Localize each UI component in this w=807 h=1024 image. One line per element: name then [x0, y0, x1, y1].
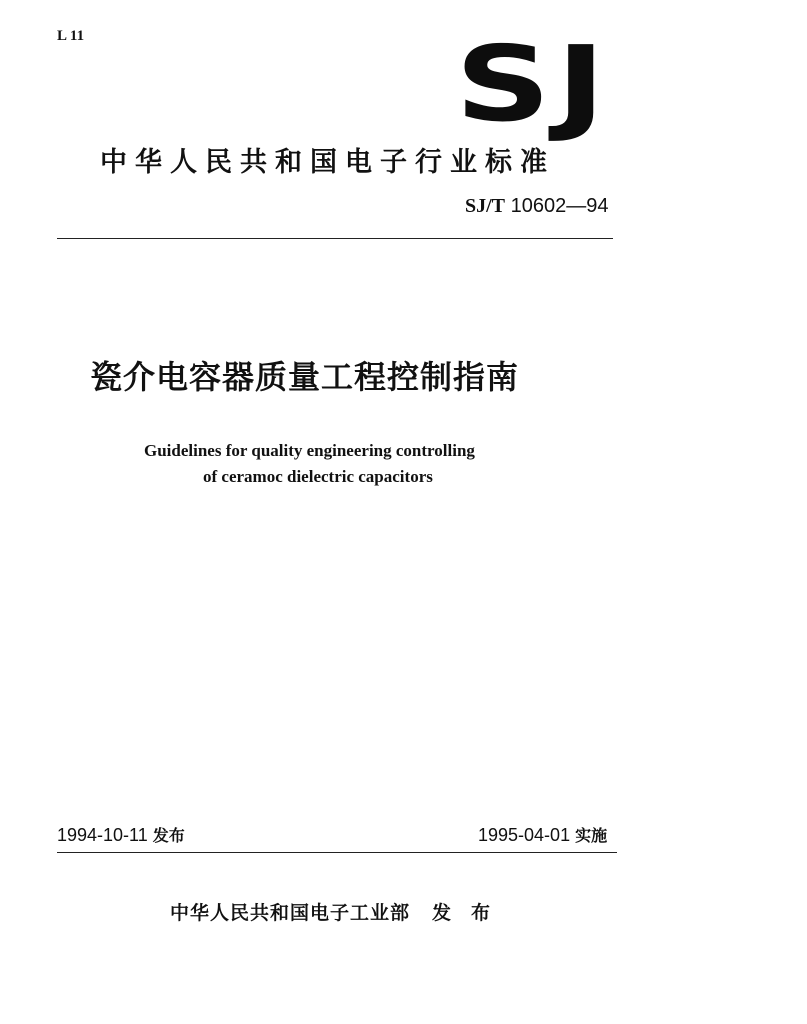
- issue-date: 1994-10-11: [57, 825, 148, 845]
- issue-word: 发布: [152, 826, 185, 845]
- issuer-title: 中华人民共和国电子行业标准: [100, 147, 555, 178]
- classification-code: L 11: [57, 28, 85, 44]
- english-title-line-2: of ceramoc dielectric capacitors: [203, 467, 433, 486]
- bottom-divider: [57, 852, 617, 853]
- implementation-date-block: [478, 823, 607, 846]
- implementation-date: 1995-04-01: [478, 825, 571, 845]
- standard-number-prefix: SJ/T: [465, 195, 506, 217]
- implementation-word: 实施: [575, 826, 608, 845]
- top-divider: [57, 238, 613, 239]
- chinese-title: 瓷介电容器质量工程控制指南: [90, 358, 520, 396]
- publisher-line: [170, 898, 510, 925]
- issue-date-block: [57, 823, 185, 846]
- english-title-line-1: Guidelines for quality engineering controlling: [144, 441, 475, 460]
- standard-number-value: 10602—94: [510, 195, 609, 217]
- publisher-name: 中华人民共和国电子工业部: [170, 902, 411, 924]
- sj-logo: SJ: [455, 23, 611, 145]
- standard-number: [465, 195, 608, 218]
- publish-word: 发布: [432, 902, 511, 924]
